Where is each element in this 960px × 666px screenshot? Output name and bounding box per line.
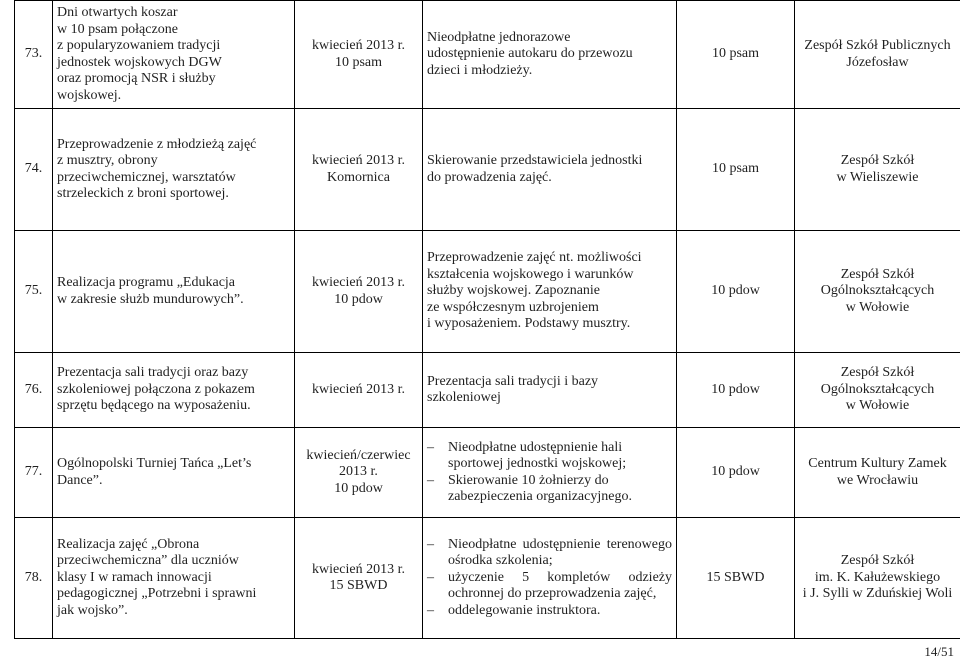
table-row: [15, 1, 960, 109]
row-number: 77.: [15, 428, 53, 518]
page-number: 14/51: [924, 644, 954, 659]
row-number: 76.: [15, 353, 53, 428]
task-cell: Realizacja zajęć „Obrona przeciwchemiczna” dla uczniów klasy I w ramach innowacji pedagogicznej „Potrzebni i sprawni jak wojsko”.: [53, 518, 295, 639]
support-cell: Prezentacja sali tradycji i bazy szkoleniowej: [423, 353, 677, 428]
list-item: – Nieodpłatne udostępnienie hali sportowej jednostki wojskowej;: [427, 440, 672, 473]
task-cell: Realizacja programu „Edukacja w zakresie służb mundurowych”.: [53, 231, 295, 353]
support-cell: [423, 518, 677, 639]
unit-cell: 10 pdow: [677, 428, 795, 518]
list-item: – użyczenie 5 kompletów odzieży ochronnej do przeprowadzenia zajęć,: [427, 570, 672, 603]
unit-cell: 10 pdow: [677, 231, 795, 353]
organization-cell: Zespół Szkół Ogólnokształcących w Wołowie: [795, 353, 960, 428]
date-cell: kwiecień 2013 r. 15 SBWD: [295, 518, 423, 639]
date-cell: kwiecień 2013 r. Komornica: [295, 109, 423, 231]
task-cell: Dni otwartych koszar w 10 psam połączone z popularyzowaniem tradycji jednostek wojskowych DGW oraz promocją NSR i służby wojskowej.: [53, 1, 295, 109]
table-row: [15, 518, 960, 639]
date-cell: kwiecień/czerwiec 2013 r. 10 pdow: [295, 428, 423, 518]
support-cell: Skierowanie przedstawiciela jednostki do prowadzenia zajęć.: [423, 109, 677, 231]
list-item: – Skierowanie 10 żołnierzy do zabezpieczenia organizacyjnego.: [427, 473, 672, 506]
support-cell: Przeprowadzenie zajęć nt. możliwości kształcenia wojskowego i warunków służby wojskowej. Zapoznanie ze współczesnym uzbrojeniem i wyposażeniem. Podstawy musztry.: [423, 231, 677, 353]
unit-cell: 10 psam: [677, 1, 795, 109]
date-cell: kwiecień 2013 r.: [295, 353, 423, 428]
row-number: 73.: [15, 1, 53, 109]
list-item: – Nieodpłatne udostępnienie terenowego ośrodka szkolenia;: [427, 537, 672, 570]
table-row: [15, 109, 960, 231]
organization-cell: Zespół Szkół Ogólnokształcących w Wołowie: [795, 231, 960, 353]
events-table: [14, 0, 960, 639]
organization-cell: Zespół Szkół Publicznych Józefosław: [795, 1, 960, 109]
unit-cell: 10 pdow: [677, 353, 795, 428]
table-row: [15, 231, 960, 353]
list-item: – oddelegowanie instruktora.: [427, 603, 672, 620]
row-number: 74.: [15, 109, 53, 231]
organization-cell: Zespół Szkół im. K. Kałużewskiego i J. Sylli w Zduńskiej Woli: [795, 518, 960, 639]
task-cell: Prezentacja sali tradycji oraz bazy szkoleniowej połączona z pokazem sprzętu będącego na wyposażeniu.: [53, 353, 295, 428]
table-row: [15, 428, 960, 518]
row-number: 78.: [15, 518, 53, 639]
support-cell: Nieodpłatne jednorazowe udostępnienie autokaru do przewozu dzieci i młodzieży.: [423, 1, 677, 109]
support-list: [427, 440, 672, 506]
organization-cell: Zespół Szkół w Wieliszewie: [795, 109, 960, 231]
unit-cell: 10 psam: [677, 109, 795, 231]
support-list: [427, 537, 672, 620]
date-cell: kwiecień 2013 r. 10 pdow: [295, 231, 423, 353]
task-cell: Przeprowadzenie z młodzieżą zajęć z musztry, obrony przeciwchemicznej, warsztatów strzeleckich z broni sportowej.: [53, 109, 295, 231]
organization-cell: Centrum Kultury Zamek we Wrocławiu: [795, 428, 960, 518]
table-row: [15, 353, 960, 428]
unit-cell: 15 SBWD: [677, 518, 795, 639]
date-cell: kwiecień 2013 r. 10 psam: [295, 1, 423, 109]
task-cell: Ogólnopolski Turniej Tańca „Let’s Dance”.: [53, 428, 295, 518]
support-cell: [423, 428, 677, 518]
row-number: 75.: [15, 231, 53, 353]
